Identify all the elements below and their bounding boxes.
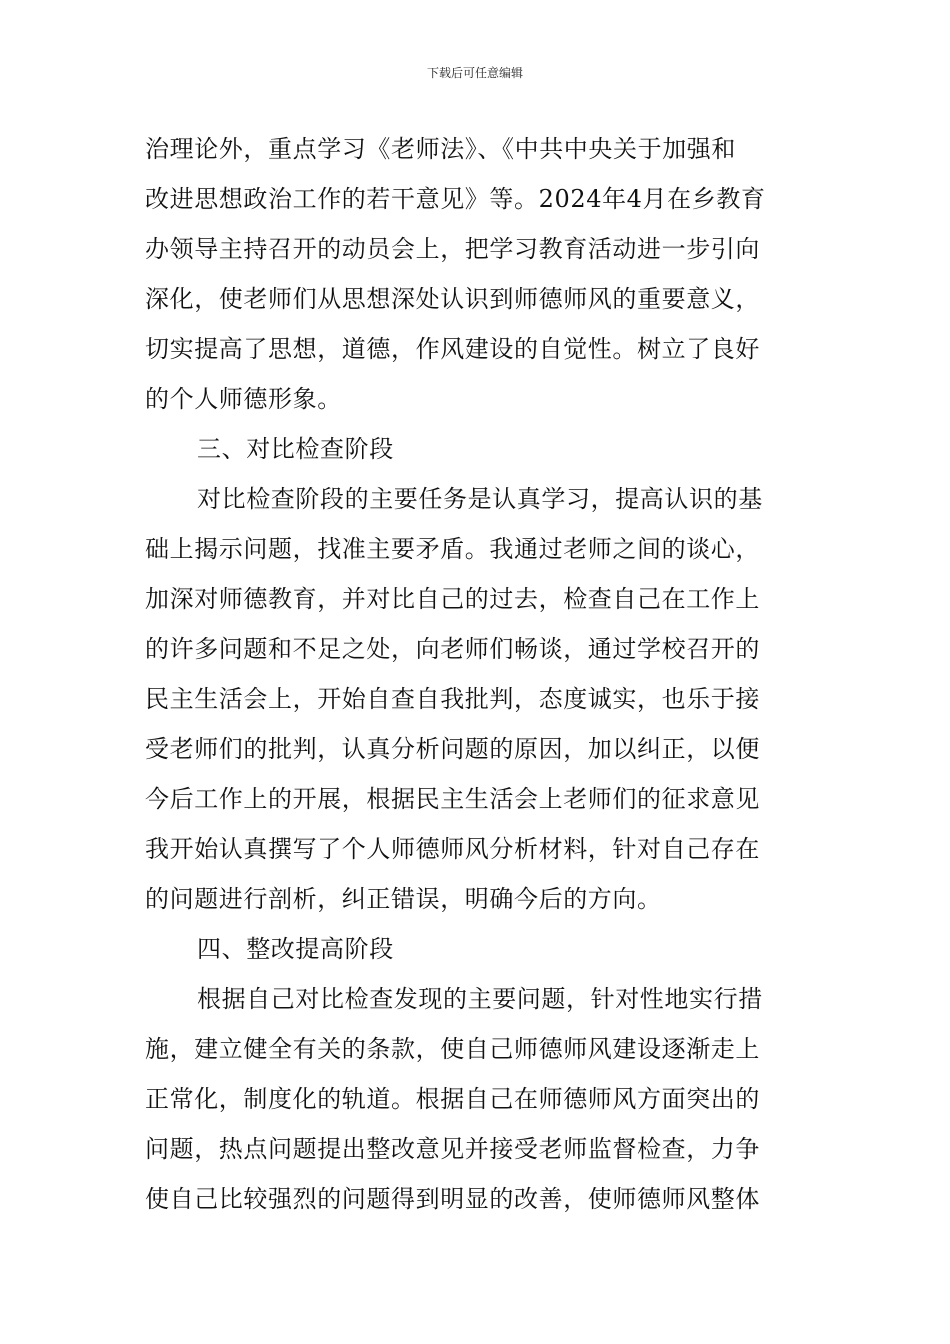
text-line: 施，建立健全有关的条款，使自己师德师风建设逐渐走上 <box>145 1035 760 1063</box>
text-line: 加深对师德教育，并对比自己的过去，检查自己在工作上 <box>145 585 760 613</box>
text-line: 对比检查阶段的主要任务是认真学习，提高认识的基 <box>197 485 763 513</box>
text-line: 治理论外，重点学习《老师法》、《中共中央关于加强和 <box>145 135 736 163</box>
text-line: 办领导主持召开的动员会上，把学习教育活动进一步引向 <box>145 235 760 263</box>
page-header-note: 下载后可任意编辑 <box>426 66 523 80</box>
text-line: 根据自己对比检查发现的主要问题，针对性地实行措 <box>197 985 763 1013</box>
text-line: 使自己比较强烈的问题得到明显的改善，使师德师风整体 <box>145 1185 760 1213</box>
section-heading: 四、整改提高阶段 <box>197 935 394 963</box>
text-line: 改进思想政治工作的若干意见》等。2024年4月在乡教育 <box>145 185 766 213</box>
document-body <box>145 124 810 1224</box>
text-line: 问题，热点问题提出整改意见并接受老师监督检查，力争 <box>145 1135 760 1163</box>
text-line: 受老师们的批判，认真分析问题的原因，加以纠正，以便 <box>145 735 760 763</box>
text-line: 的许多问题和不足之处，向老师们畅谈，通过学校召开的 <box>145 635 760 663</box>
text-line: 正常化，制度化的轨道。根据自己在师德师风方面突出的 <box>145 1085 760 1113</box>
text-line: 的问题进行剖析，纠正错误，明确今后的方向。 <box>145 885 662 913</box>
section-heading: 三、对比检查阶段 <box>197 435 394 463</box>
text-line: 础上揭示问题，找准主要矛盾。我通过老师之间的谈心， <box>145 535 760 563</box>
text-line: 深化，使老师们从思想深处认识到师德师风的重要意义， <box>145 285 760 313</box>
text-line: 今后工作上的开展，根据民主生活会上老师们的征求意见 <box>145 785 760 813</box>
text-line: 的个人师德形象。 <box>145 385 342 413</box>
text-line: 民主生活会上，开始自查自我批判，态度诚实，也乐于接 <box>145 685 760 713</box>
text-line: 我开始认真撰写了个人师德师风分析材料，针对自己存在 <box>145 835 760 863</box>
text-line: 切实提高了思想，道德，作风建设的自觉性。树立了良好 <box>145 335 760 363</box>
